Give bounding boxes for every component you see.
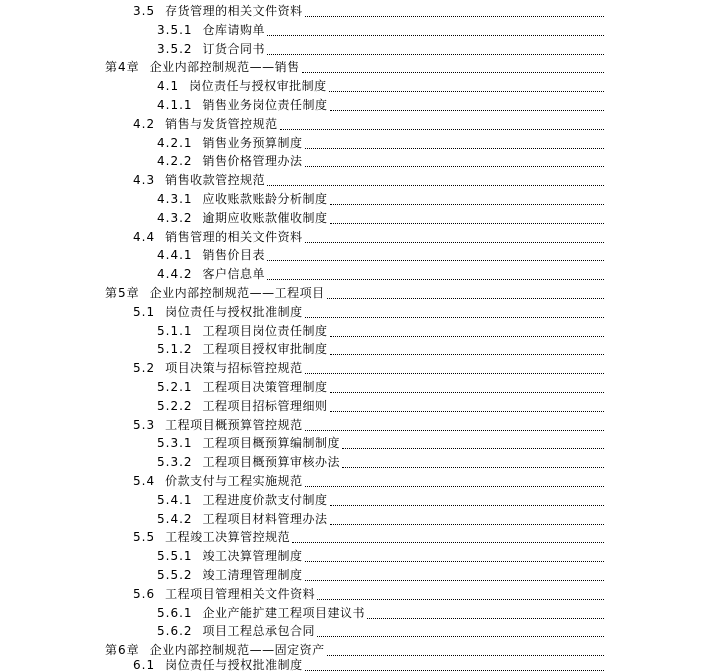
- toc-entry-title: 项目工程总承包合同: [202, 624, 316, 638]
- toc-entry-title: 工程项目概预算编制制度: [202, 436, 341, 450]
- toc-entry: [133, 414, 604, 432]
- toc-entry: [157, 451, 604, 469]
- toc-entry-number: 4.1.1: [157, 98, 193, 112]
- toc-entry-number: 4.3.1: [157, 192, 193, 206]
- toc-entry-title: 客户信息单: [202, 267, 266, 281]
- toc-entry-number: 5.2: [133, 361, 156, 375]
- toc-entry-title: 工程竣工决算管控规范: [165, 530, 291, 544]
- dot-leader: [317, 635, 604, 637]
- toc-entry-number: 5.3.2: [157, 455, 193, 469]
- dot-leader: [330, 391, 604, 393]
- toc-entry-title: 工程项目概预算管控规范: [165, 418, 303, 432]
- toc-entry: [157, 38, 604, 56]
- dot-leader: [305, 241, 604, 243]
- toc-entry-title: 销售收款管控规范: [165, 173, 266, 187]
- dot-leader: [330, 410, 604, 412]
- toc-entry-title: 工程项目管理相关文件资料: [165, 587, 316, 601]
- toc-entry-number: 4.4.2: [157, 267, 193, 281]
- toc-entry: [157, 602, 604, 620]
- toc-entry: [157, 338, 604, 356]
- dot-leader: [317, 598, 604, 600]
- dot-leader: [330, 222, 604, 224]
- toc-entry: [157, 489, 604, 507]
- dot-leader: [367, 617, 604, 619]
- toc-entry: [157, 207, 604, 225]
- toc-entry-title: 销售业务预算制度: [202, 136, 303, 150]
- toc-entry-number: 3.5: [133, 4, 156, 18]
- dot-leader: [330, 504, 604, 506]
- toc-entry: [133, 113, 604, 131]
- toc-entry-title: 订货合同书: [202, 42, 266, 56]
- toc-entry-title: 应收账款账龄分析制度: [202, 192, 328, 206]
- toc-entry-number: 5.1: [133, 305, 156, 319]
- toc-entry-title: 项目决策与招标管控规范: [165, 361, 303, 375]
- toc-entry-number: 5.1.2: [157, 342, 193, 356]
- toc-entry: [133, 654, 604, 672]
- toc-entry: [157, 564, 604, 582]
- toc-entry-title: 工程项目概预算审核办法: [202, 455, 341, 469]
- toc-entry: [157, 545, 604, 563]
- dot-leader: [267, 184, 604, 186]
- toc-entry-number: 4.2: [133, 117, 156, 131]
- toc-entry-number: 4.2.1: [157, 136, 193, 150]
- toc-entry-number: 5.3: [133, 418, 156, 432]
- dot-leader: [330, 203, 604, 205]
- dot-leader: [330, 353, 604, 355]
- toc-entry-title: 工程项目决策管理制度: [202, 380, 328, 394]
- toc-entry: [133, 526, 604, 544]
- toc-entry-number: 5.5.1: [157, 549, 193, 563]
- toc-entry-number: 5.5.2: [157, 568, 193, 582]
- toc-entry-number: 5.5: [133, 530, 156, 544]
- toc-entry-title: 工程进度价款支付制度: [202, 493, 328, 507]
- toc-entry: [157, 150, 604, 168]
- toc-entry-number: 5.2.1: [157, 380, 193, 394]
- toc-entry-number: 3.5.1: [157, 23, 193, 37]
- toc-entry: [133, 583, 604, 601]
- toc-entry-number: 第5章: [105, 286, 140, 300]
- dot-leader: [305, 165, 604, 167]
- toc-entry: [157, 244, 604, 262]
- toc-entry-number: 5.1.1: [157, 324, 193, 338]
- toc-entry-title: 竣工清理管理制度: [202, 568, 303, 582]
- toc-entry: [105, 282, 604, 300]
- toc-entry: [157, 508, 604, 526]
- dot-leader: [330, 109, 604, 111]
- toc-entry-title: 企业内部控制规范——工程项目: [149, 286, 325, 300]
- dot-leader: [267, 34, 604, 36]
- toc-entry: [157, 395, 604, 413]
- toc-entry: [133, 169, 604, 187]
- dot-leader: [280, 128, 604, 130]
- toc-entry-number: 4.1: [157, 79, 180, 93]
- toc-entry-title: 存货管理的相关文件资料: [165, 4, 303, 18]
- toc-entry-title: 逾期应收账款催收制度: [202, 211, 328, 225]
- toc-entry-title: 销售与发货管控规范: [165, 117, 278, 131]
- toc-entry-title: 价款支付与工程实施规范: [165, 474, 303, 488]
- dot-leader: [302, 71, 604, 73]
- toc-entry-number: 4.4: [133, 230, 156, 244]
- toc-entry: [133, 357, 604, 375]
- toc-entry-title: 岗位责任与授权审批制度: [189, 79, 327, 93]
- toc-entry: [157, 376, 604, 394]
- toc-entry-number: 5.6.2: [157, 624, 193, 638]
- dot-leader: [305, 316, 604, 318]
- toc-entry-number: 5.4.1: [157, 493, 193, 507]
- toc-entry: [157, 263, 604, 281]
- toc-entry-number: 第6章: [105, 643, 140, 657]
- dot-leader: [305, 15, 604, 17]
- toc-entry-title: 销售价格管理办法: [202, 154, 303, 168]
- toc-entry: [133, 470, 604, 488]
- toc-entry-title: 岗位责任与授权批准制度: [165, 658, 303, 672]
- toc-entry-title: 工程项目材料管理办法: [202, 512, 328, 526]
- dot-leader: [305, 147, 604, 149]
- toc-entry: [157, 320, 604, 338]
- dot-leader: [330, 335, 604, 337]
- dot-leader: [342, 447, 604, 449]
- toc-entry-title: 企业内部控制规范——销售: [149, 60, 300, 74]
- toc-entry-number: 5.6: [133, 587, 156, 601]
- toc-entry: [157, 19, 604, 37]
- toc-entry-number: 6.1: [133, 658, 156, 672]
- toc-entry-title: 销售价目表: [202, 248, 266, 262]
- dot-leader: [305, 485, 604, 487]
- toc-entry-title: 企业内部控制规范——固定资产: [149, 643, 325, 657]
- dot-leader: [330, 523, 604, 525]
- toc-entry-number: 5.2.2: [157, 399, 193, 413]
- toc-entry-title: 仓库请购单: [202, 23, 266, 37]
- dot-leader: [342, 466, 604, 468]
- toc-entry: [157, 188, 604, 206]
- toc-entry: [157, 620, 604, 638]
- toc-entry: [157, 75, 604, 93]
- dot-leader: [305, 669, 604, 671]
- toc-entry-number: 4.4.1: [157, 248, 193, 262]
- dot-leader: [267, 259, 604, 261]
- dot-leader: [305, 429, 604, 431]
- toc-entry: [157, 132, 604, 150]
- dot-leader: [329, 90, 604, 92]
- toc-entry-number: 5.4.2: [157, 512, 193, 526]
- dot-leader: [267, 278, 604, 280]
- dot-leader: [305, 579, 604, 581]
- toc-entry-number: 4.2.2: [157, 154, 193, 168]
- toc-entry-title: 企业产能扩建工程项目建议书: [202, 606, 366, 620]
- dot-leader: [305, 560, 604, 562]
- toc-entry-title: 销售管理的相关文件资料: [165, 230, 303, 244]
- toc-entry: [133, 0, 604, 18]
- toc-entry-number: 5.4: [133, 474, 156, 488]
- dot-leader: [327, 297, 604, 299]
- dot-leader: [292, 541, 604, 543]
- toc-entry-title: 岗位责任与授权批准制度: [165, 305, 303, 319]
- toc-entry: [133, 226, 604, 244]
- dot-leader: [267, 53, 604, 55]
- toc-entry-title: 工程项目授权审批制度: [202, 342, 328, 356]
- toc-entry-number: 第4章: [105, 60, 140, 74]
- toc-entry: [157, 94, 604, 112]
- toc-entry-number: 5.6.1: [157, 606, 193, 620]
- toc-entry-title: 工程项目招标管理细则: [202, 399, 328, 413]
- toc-entry-number: 5.3.1: [157, 436, 193, 450]
- toc-entry-title: 工程项目岗位责任制度: [202, 324, 328, 338]
- toc-entry-title: 竣工决算管理制度: [202, 549, 303, 563]
- toc-entry-number: 4.3.2: [157, 211, 193, 225]
- toc-entry: [157, 432, 604, 450]
- toc-entry-title: 销售业务岗位责任制度: [202, 98, 328, 112]
- toc-entry-number: 3.5.2: [157, 42, 193, 56]
- toc-entry: [105, 56, 604, 74]
- toc-entry-number: 4.3: [133, 173, 156, 187]
- toc-entry: [133, 301, 604, 319]
- dot-leader: [305, 372, 604, 374]
